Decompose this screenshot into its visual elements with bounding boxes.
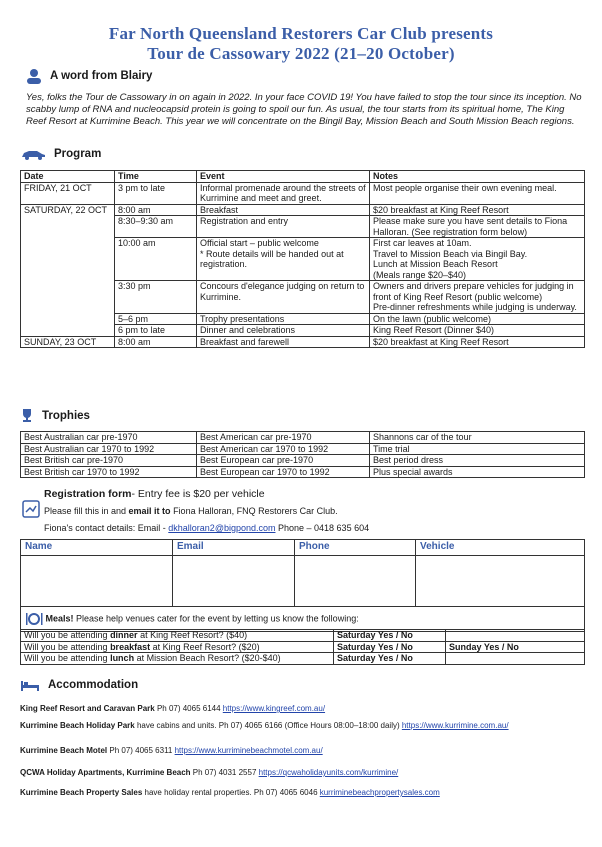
trophy-cell: Shannons car of the tour [370,432,585,444]
trophy-cell: Best Australian car 1970 to 1992 [21,443,197,455]
accommodation-link[interactable]: https://www.kurrimine.com.au/ [401,721,509,730]
program-time: 8:30–9:30 am [115,216,197,238]
program-event: Informal promenade around the streets of Kurrimine and meet and greet. [197,182,370,204]
meals-bold: Meals! [45,612,74,623]
program-col-time: Time [115,171,197,183]
reg-col-vehicle: Vehicle [416,540,585,556]
trophy-cell: Best British car 1970 to 1992 [21,466,197,478]
accommodation-name: Kurrimine Beach Property Sales [20,788,143,797]
program-notes: $20 breakfast at King Reef Resort [370,204,585,216]
program-event: Trophy presentations [197,313,370,325]
trophy-cell: Best Australian car pre-1970 [21,432,197,444]
program-event: Registration and entry [197,216,370,238]
meal-question-pre: Will you be attending [24,653,111,663]
reg-col-phone: Phone [295,540,416,556]
program-event: Breakfast [197,204,370,216]
program-heading: Program [54,148,102,160]
trophies-row [21,455,585,467]
meal-question-pre: Will you be attending [24,630,111,640]
program-event: Concours d'elegance judging on return to Kurrimine. [197,281,370,314]
accommodation-link[interactable]: https://www.kurriminebeachmotel.com.au/ [174,746,323,755]
meal-sunday [446,653,585,665]
program-date: SATURDAY, 22 OCT [21,204,115,336]
bed-icon [20,679,40,691]
accommodation-name: Kurrimine Beach Holiday Park [20,721,135,730]
program-col-notes: Notes [370,171,585,183]
car-icon [20,148,46,160]
accommodation-section-heading [20,679,138,691]
word-paragraph: Yes, folks the Tour de Cassowary in on again in 2022. In your face COVID 19! You have failed to stop the tour since its inception. No scabby lump of RNA and nucleocapsid protein is going to spoil our fun. As usual, the tour starts from its spiritual home, The King Reef Resort at Kurrimine Beach. This year we will concentrate on the Bingil Bay, Mission Beach and South Mission Beach regions. [26,92,582,127]
accommodation-item [20,745,580,756]
program-event: Dinner and celebrations [197,325,370,337]
accommodation-link[interactable]: https://qcwaholidayunits.com/kurrimine/ [258,768,399,777]
meal-question-bold: lunch [110,653,135,663]
trophies-section-heading [20,408,90,423]
registration-heading: Registration form [44,488,132,500]
accommodation-details: Ph 07) 4065 6144 [154,704,223,713]
program-notes: On the lawn (public welcome) [370,313,585,325]
trophy-icon [20,408,34,423]
program-notes: Most people organise their own evening meal. [370,182,585,204]
accommodation-item [20,767,580,778]
reg-name-field[interactable] [21,555,173,606]
meal-question [21,641,334,653]
program-time: 8:00 am [115,336,197,348]
trophies-row [21,466,585,478]
accommodation-link[interactable]: kurriminebeachpropertysales.com [319,788,440,797]
trophies-row [21,432,585,444]
reg-col-name: Name [21,540,173,556]
instructions-pre: Please fill this in and [44,506,129,516]
meal-row [21,653,585,665]
program-row [21,182,585,204]
registration-table [20,539,585,632]
plate-cutlery-icon [25,612,43,626]
program-row [21,204,585,216]
reg-email-field[interactable] [173,555,295,606]
trophies-table [20,431,585,478]
form-icon [22,500,40,518]
title-line-2: Tour de Cassowary 2022 (21–20 October) [147,44,455,63]
accommodation-details: Ph 07) 4065 6311 [107,746,175,755]
program-date: SUNDAY, 23 OCT [21,336,115,348]
program-section-heading [20,148,101,160]
program-event: Official start – public welcome * Route details will be handed out at registration. [197,238,370,281]
meal-question [21,653,334,665]
meal-saturday[interactable]: Saturday Yes / No [334,641,446,653]
program-col-event: Event [197,171,370,183]
meals-text: Please help venues cater for the event by letting us know the following: [73,612,359,623]
title-line-1: Far North Queensland Restorers Car Club presents [108,24,494,43]
contact-phone: Phone – 0418 635 604 [275,523,370,533]
program-notes: Owners and drivers prepare vehicles for judging in front of King Reef Resort (public welcome) Pre-dinner refreshments while judging is underway. [370,281,585,314]
reg-col-email: Email [173,540,295,556]
reg-vehicle-field[interactable] [416,555,585,606]
trophy-cell: Best American car pre-1970 [197,432,370,444]
meal-question-post: at Mission Beach Resort? ($20-$40) [134,653,281,663]
accommodation-details: Ph 07) 4031 2557 [190,768,259,777]
accommodation-details: have holiday rental properties. Ph 07) 4065 6046 [142,788,320,797]
accommodation-name: QCWA Holiday Apartments, Kurrimine Beach [20,768,191,777]
trophy-cell: Best European car pre-1970 [197,455,370,467]
accommodation-link[interactable]: https://www.kingreef.com.au/ [222,704,326,713]
instructions-post: Fiona Halloran, FNQ Restorers Car Club. [170,506,338,516]
contact-pre: Fiona's contact details: Email - [44,523,169,533]
accommodation-item [20,787,580,798]
meal-question-pre: Will you be attending [24,641,111,652]
program-time: 3 pm to late [115,182,197,204]
trophy-cell: Best European car 1970 to 1992 [197,466,370,478]
meal-row [21,630,585,642]
accommodation-details: have cabins and units. Ph 07) 4065 6166 (Office Hours 08:00–18:00 daily) [134,721,402,730]
trophy-cell: Best British car pre-1970 [21,455,197,467]
reg-phone-field[interactable] [295,555,416,606]
meal-row [21,641,585,653]
program-event: Breakfast and farewell [197,336,370,348]
trophy-cell: Time trial [370,443,585,455]
meal-question-post: at King Reef Resort? ($20) [150,641,260,652]
accommodation-name: Kurrimine Beach Motel [20,746,108,755]
program-time: 3:30 pm [115,281,197,314]
accommodation-name: King Reef Resort and Caravan Park [20,704,155,713]
program-notes: Please make sure you have sent details to Fiona Halloran. (See registration form below) [370,216,585,238]
meal-question [21,630,334,642]
accommodation-heading: Accommodation [48,679,139,691]
program-date: FRIDAY, 21 OCT [21,182,115,204]
program-time: 5–6 pm [115,313,197,325]
program-col-date: Date [21,171,115,183]
program-table [20,170,585,348]
contact-email-link[interactable]: dkhalloran2@bigpond.com [168,523,276,533]
meal-saturday[interactable]: Saturday Yes / No [334,630,446,642]
word-heading: A word from Blairy [50,70,153,82]
instructions-bold: email it to [128,506,171,516]
meal-question-post: at King Reef Resort? ($40) [137,630,248,640]
accommodation-item [20,720,580,731]
meal-sunday [446,630,585,642]
word-section-heading [26,68,152,84]
registration-instructions [44,506,338,516]
trophy-cell: Best American car 1970 to 1992 [197,443,370,455]
program-notes: $20 breakfast at King Reef Resort [370,336,585,348]
trophies-heading: Trophies [42,409,90,422]
trophy-cell: Best period dress [370,455,585,467]
program-time: 10:00 am [115,238,197,281]
trophies-row [21,443,585,455]
meal-question-bold: dinner [110,630,138,640]
program-time: 6 pm to late [115,325,197,337]
contact-details [44,523,369,533]
meal-question-bold: breakfast [110,641,151,652]
trophy-cell: Plus special awards [370,466,585,478]
meal-sunday[interactable]: Sunday Yes / No [446,641,585,653]
registration-heading-row [44,488,265,500]
accommodation-item [20,703,580,714]
program-row [21,336,585,348]
meal-saturday[interactable]: Saturday Yes / No [334,653,446,665]
person-icon [26,68,42,84]
program-notes: King Reef Resort (Dinner $40) [370,325,585,337]
meals-row [21,606,585,631]
meals-table [20,629,585,665]
registration-fee: - Entry fee is $20 per vehicle [131,488,265,500]
program-time: 8:00 am [115,204,197,216]
program-notes: First car leaves at 10am. Travel to Mission Beach via Bingil Bay. Lunch at Mission Beach Resort (Meals range $20–$40) [370,238,585,281]
